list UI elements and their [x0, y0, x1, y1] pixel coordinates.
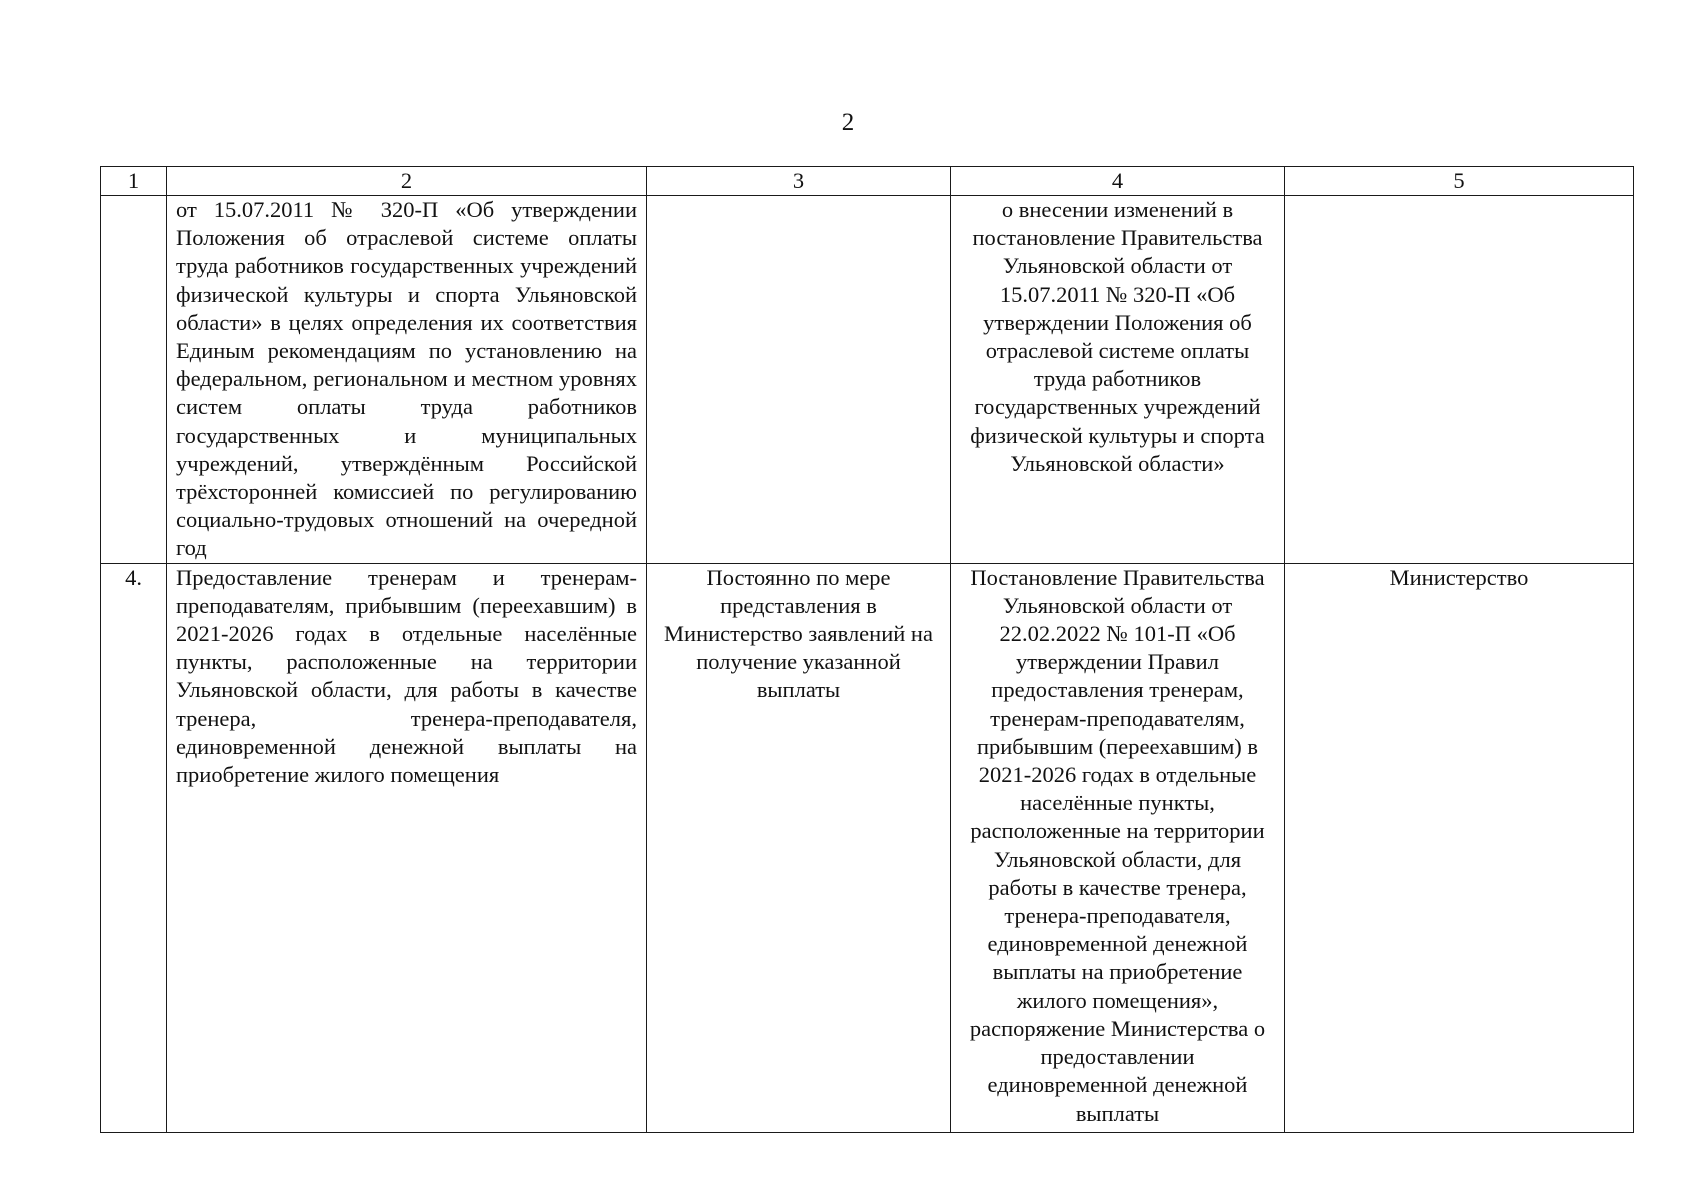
table-row [101, 196, 1634, 564]
column-header-2: 2 [167, 167, 647, 196]
column-header-5: 5 [1285, 167, 1634, 196]
deadline-cell [647, 196, 951, 564]
legal-act-cell: о внесении изменений в постановление Правительства Ульяновской области от 15.07.2011 № 320-П «Об утверждении Положения об отраслевой системе оплаты труда работников государственных учреждений физической культуры и спорта Ульяновской области» [951, 196, 1285, 564]
deadline-cell: Постоянно по мере представления в Министерство заявлений на получение указанной выплаты [647, 563, 951, 1132]
responsible-cell [1285, 196, 1634, 564]
column-header-3: 3 [647, 167, 951, 196]
responsible-cell: Министерство [1285, 563, 1634, 1132]
page-number: 2 [841, 109, 855, 136]
column-header-1: 1 [101, 167, 167, 196]
measure-description: от 15.07.2011 № 320-П «Об утверждении Положения об отраслевой системе оплаты труда работников государственных учреждений физической культуры и спорта Ульяновской области» в целях определения их соответствия Единым рекомендациям по установлению на федеральном, региональном и местном уровнях систем оплаты труда работников государственных и муниципальных учреждений, утверждённым Российской трёхсторонней комиссией по регулированию социально-трудовых отношений на очередной год [167, 196, 647, 564]
row-number [101, 196, 167, 564]
table-header-row [101, 167, 1634, 196]
measures-table [100, 166, 1634, 1133]
column-header-4: 4 [951, 167, 1285, 196]
measure-description: Предоставление тренерам и тренерам-преподавателям, прибывшим (переехавшим) в 2021-2026 годах в отдельные населённые пункты, расположенные на территории Ульяновской области, для работы в качестве тренера, тренера-преподавателя, единовременной денежной выплаты на приобретение жилого помещения [167, 563, 647, 1132]
table-row [101, 563, 1634, 1132]
legal-act-cell: Постановление Правительства Ульяновской области от 22.02.2022 № 101-П «Об утверждении Правил предоставления тренерам, тренерам-преподавателям, прибывшим (переехавшим) в 2021-2026 годах в отдельные населённые пункты, расположенные на территории Ульяновской области, для работы в качестве тренера, тренера-преподавателя, единовременной денежной выплаты на приобретение жилого помещения», распоряжение Министерства о предоставлении единовременной денежной выплаты [951, 563, 1285, 1132]
row-number: 4. [101, 563, 167, 1132]
